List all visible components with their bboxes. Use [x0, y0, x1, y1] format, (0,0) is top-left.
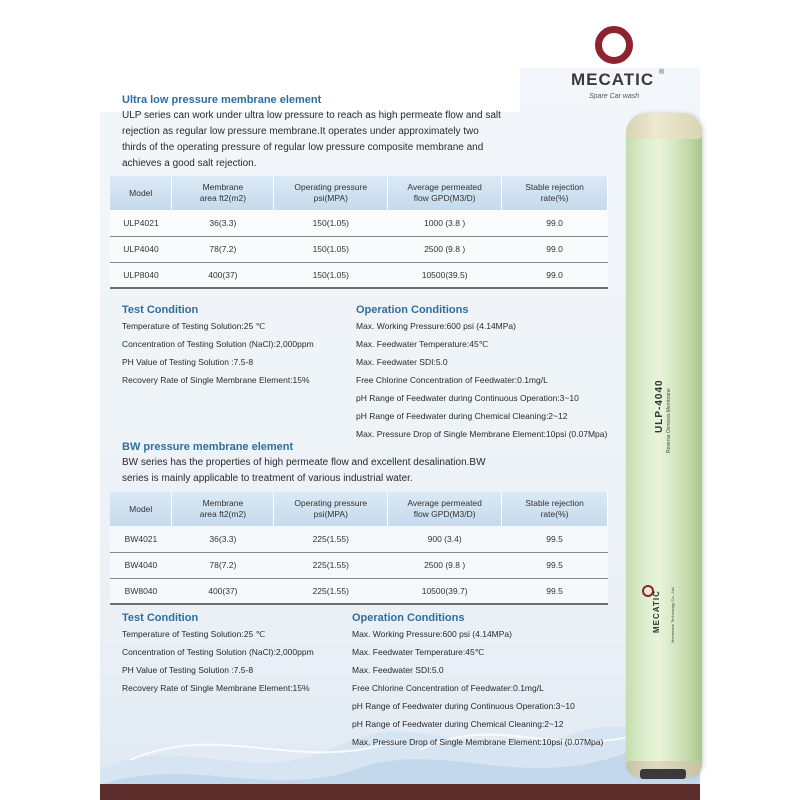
- brand-logo: [563, 20, 673, 105]
- header-stable-rejection: Stable rejection rate(%): [502, 492, 608, 526]
- table-row: [110, 236, 608, 262]
- tube-sub-text: Reverse Osmosis Membrane: [666, 388, 672, 453]
- list-item: Free Chlorine Concentration of Feedwater:0.1mg/L: [356, 375, 548, 385]
- tube-company-text: Membrane Technology Co., Ltd.: [670, 586, 675, 643]
- cell-area: 400(37): [172, 578, 274, 604]
- bw-intro: [122, 455, 602, 487]
- intro-line: BW series has the properties of high permeate flow and excellent desalination.BW: [122, 457, 486, 468]
- tube-base: [640, 769, 686, 779]
- intro-line: ULP series can work under ultra low pressure to reach as high permeate flow and salt: [122, 110, 501, 121]
- cell-pressure: 150(1.05): [274, 262, 388, 288]
- cell-area: 36(3.3): [172, 210, 274, 236]
- header-model: Model: [110, 176, 172, 210]
- bw-test-condition-title: Test Condition: [122, 612, 199, 624]
- cell-model: ULP4021: [110, 210, 172, 236]
- intro-line: rejection as regular low pressure membrane.It operates under approximately two: [122, 126, 479, 137]
- list-item: Recovery Rate of Single Membrane Element:15%: [122, 375, 310, 385]
- header-average-permeated: Average permeated flow GPD(M3/D): [388, 176, 502, 210]
- header-model: Model: [110, 492, 172, 526]
- ulp-operation-conditions-title: Operation Conditions: [356, 304, 469, 316]
- cell-rejection: 99.5: [502, 578, 608, 604]
- cell-flow: 1000 (3.8 ): [388, 210, 502, 236]
- cell-pressure: 225(1.55): [274, 552, 388, 578]
- table-row: [110, 578, 608, 604]
- ulp-test-condition-list: [122, 317, 314, 389]
- bw-section-title: BW pressure membrane element: [122, 441, 294, 453]
- list-item: pH Range of Feedwater during Chemical Cleaning:2~12: [356, 411, 568, 421]
- list-item: Free Chlorine Concentration of Feedwater:0.1mg/L: [352, 683, 544, 693]
- list-item: Max. Pressure Drop of Single Membrane Element:10psi (0.07Mpa): [352, 737, 604, 747]
- header-stable-rejection: Stable rejection rate(%): [502, 176, 608, 210]
- list-item: Concentration of Testing Solution (NaCl):2,000ppm: [122, 339, 314, 349]
- table-row: [110, 262, 608, 288]
- cell-area: 78(7.2): [172, 552, 274, 578]
- list-item: PH Value of Testing Solution :7.5-8: [122, 665, 254, 675]
- logo-ring-icon: [595, 26, 633, 64]
- ulp-section-title: Ultra low pressure membrane element: [122, 94, 322, 106]
- list-item: Max. Feedwater SDI:5.0: [352, 665, 444, 675]
- cell-pressure: 150(1.05): [274, 236, 388, 262]
- cell-area: 400(37): [172, 262, 274, 288]
- list-item: Temperature of Testing Solution:25 ℃: [122, 629, 266, 639]
- list-item: Max. Feedwater Temperature:45℃: [356, 339, 489, 349]
- list-item: Temperature of Testing Solution:25 ℃: [122, 321, 266, 331]
- cell-flow: 900 (3.4): [388, 526, 502, 552]
- table-row: [110, 526, 608, 552]
- cell-model: ULP4040: [110, 236, 172, 262]
- tube-label: [634, 343, 692, 643]
- header-operating-pressure: Operating pressure psi(MPA): [274, 492, 388, 526]
- tube-brand-text: MECATIC: [652, 590, 661, 633]
- brand-name: MECATIC: [571, 70, 655, 89]
- ulp-test-condition-title: Test Condition: [122, 304, 199, 316]
- list-item: pH Range of Feedwater during Chemical Cleaning:2~12: [352, 719, 564, 729]
- cell-rejection: 99.0: [502, 262, 608, 288]
- list-item: Concentration of Testing Solution (NaCl):2,000ppm: [122, 647, 314, 657]
- header-average-permeated: Average permeated flow GPD(M3/D): [388, 492, 502, 526]
- cell-area: 78(7.2): [172, 236, 274, 262]
- intro-line: series is mainly applicable to treatment of various industrial water.: [122, 473, 413, 484]
- list-item: Recovery Rate of Single Membrane Element:15%: [122, 683, 310, 693]
- table-header-row: [110, 176, 608, 210]
- table-row: [110, 552, 608, 578]
- membrane-element-image: [626, 113, 702, 777]
- tube-top-cap: [626, 113, 702, 139]
- cell-flow: 10500(39.5): [388, 262, 502, 288]
- cell-rejection: 99.0: [502, 236, 608, 262]
- cell-pressure: 150(1.05): [274, 210, 388, 236]
- cell-model: ULP8040: [110, 262, 172, 288]
- cell-flow: 10500(39.7): [388, 578, 502, 604]
- list-item: Max. Working Pressure:600 psi (4.14MPa): [356, 321, 516, 331]
- header-membrane-area: Membrane area ft2(m2): [172, 492, 274, 526]
- list-item: Max. Pressure Drop of Single Membrane Element:10psi (0.07Mpa): [356, 429, 608, 439]
- cell-area: 36(3.3): [172, 526, 274, 552]
- list-item: PH Value of Testing Solution :7.5-8: [122, 357, 254, 367]
- list-item: pH Range of Feedwater during Continuous Operation:3~10: [356, 393, 579, 403]
- cell-flow: 2500 (9.8 ): [388, 236, 502, 262]
- bw-operation-conditions-list: [352, 625, 603, 751]
- bw-spec-table: [110, 492, 608, 605]
- header-operating-pressure: Operating pressure psi(MPA): [274, 176, 388, 210]
- table-header-row: [110, 492, 608, 526]
- ulp-spec-table: [110, 176, 608, 289]
- brand-tagline: Spare Car wash: [589, 93, 640, 100]
- cell-model: BW4021: [110, 526, 172, 552]
- cell-model: BW8040: [110, 578, 172, 604]
- list-item: pH Range of Feedwater during Continuous Operation:3~10: [352, 701, 575, 711]
- bw-operation-conditions-title: Operation Conditions: [352, 612, 465, 624]
- tube-model-text: ULP-4040: [654, 379, 665, 433]
- cell-rejection: 99.5: [502, 552, 608, 578]
- cell-flow: 2500 (9.8 ): [388, 552, 502, 578]
- registered-mark: ®: [659, 69, 665, 76]
- cell-pressure: 225(1.55): [274, 578, 388, 604]
- list-item: Max. Feedwater SDI:5.0: [356, 357, 448, 367]
- ulp-intro: [122, 108, 602, 172]
- brochure-sheet: [100, 68, 700, 800]
- intro-line: thirds of the operating pressure of regular low pressure composite membrane and: [122, 142, 484, 153]
- table-row: [110, 210, 608, 236]
- ulp-operation-conditions-list: [356, 317, 607, 443]
- cell-model: BW4040: [110, 552, 172, 578]
- bw-test-condition-list: [122, 625, 314, 697]
- cell-rejection: 99.5: [502, 526, 608, 552]
- cell-pressure: 225(1.55): [274, 526, 388, 552]
- list-item: Max. Working Pressure:600 psi (4.14MPa): [352, 629, 512, 639]
- header-membrane-area: Membrane area ft2(m2): [172, 176, 274, 210]
- intro-line: achieves a good salt rejection.: [122, 158, 257, 169]
- cell-rejection: 99.0: [502, 210, 608, 236]
- list-item: Max. Feedwater Temperature:45℃: [352, 647, 485, 657]
- bottom-bar: [100, 784, 700, 800]
